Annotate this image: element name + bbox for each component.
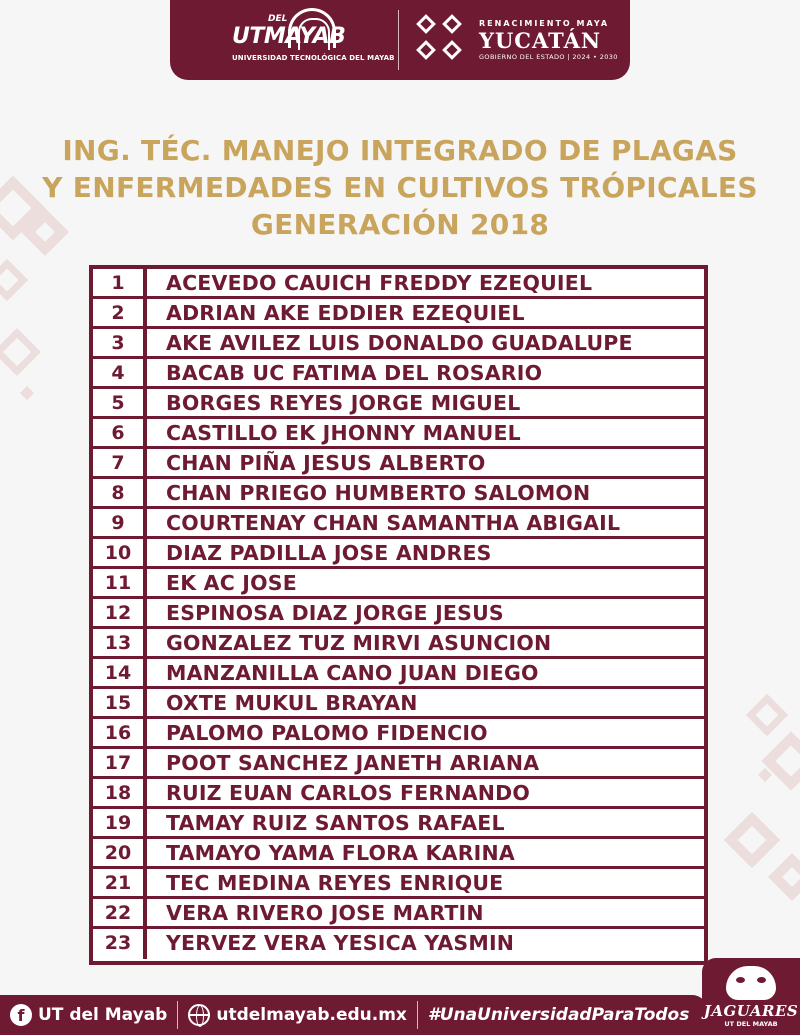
- table-row: [93, 749, 704, 779]
- table-row: [93, 329, 704, 359]
- row-number: 23: [93, 929, 147, 959]
- row-number: 13: [93, 629, 147, 656]
- row-number: 18: [93, 779, 147, 806]
- website-label: utdelmayab.edu.mx: [216, 1005, 407, 1025]
- table-row: [93, 419, 704, 449]
- row-number: 17: [93, 749, 147, 776]
- jaguares-badge: [702, 958, 800, 1035]
- facebook-icon: f: [10, 1004, 32, 1026]
- row-number: 11: [93, 569, 147, 596]
- ut-mayab-logo: [170, 0, 398, 80]
- table-row: [93, 599, 704, 629]
- row-number: 12: [93, 599, 147, 626]
- table-row: [93, 779, 704, 809]
- graduate-name: CHAN PIÑA JESUS ALBERTO: [166, 451, 486, 475]
- graduate-name: ESPINOSA DIAZ JORGE JESUS: [166, 601, 504, 625]
- facebook-link[interactable]: [0, 995, 177, 1035]
- yucatan-emblem-icon: [413, 11, 471, 69]
- table-row: [93, 869, 704, 899]
- graduate-name: MANZANILLA CANO JUAN DIEGO: [166, 661, 539, 685]
- graduate-name: VERA RIVERO JOSE MARTIN: [166, 901, 484, 925]
- table-row: [93, 479, 704, 509]
- header-banner: [170, 0, 630, 80]
- jaguar-head-icon: [726, 966, 776, 1000]
- yucatan-logo-text: [479, 19, 618, 61]
- graduate-name: POOT SANCHEZ JANETH ARIANA: [166, 751, 540, 775]
- facebook-label: UT del Mayab: [38, 1005, 168, 1025]
- row-number: 8: [93, 479, 147, 506]
- row-number: 10: [93, 539, 147, 566]
- graduate-name: GONZALEZ TUZ MIRVI ASUNCION: [166, 631, 552, 655]
- graduate-roster-table: [89, 265, 708, 965]
- hashtag-text: #UnaUniversidadParaTodos: [427, 1005, 690, 1025]
- row-number: 9: [93, 509, 147, 536]
- graduate-name: CASTILLO EK JHONNY MANUEL: [166, 421, 521, 445]
- graduate-name: BACAB UC FATIMA DEL ROSARIO: [166, 361, 543, 385]
- table-row: [93, 899, 704, 929]
- row-number: 20: [93, 839, 147, 866]
- row-number: 2: [93, 299, 147, 326]
- graduate-name: TAMAY RUIZ SANTOS RAFAEL: [166, 811, 505, 835]
- table-row: [93, 389, 704, 419]
- website-link[interactable]: [178, 995, 417, 1035]
- row-number: 3: [93, 329, 147, 356]
- graduate-name: COURTENAY CHAN SAMANTHA ABIGAIL: [166, 511, 621, 535]
- badge-name: JAGUARES: [703, 1002, 799, 1020]
- graduate-name: ADRIAN AKE EDDIER EZEQUIEL: [166, 301, 525, 325]
- table-row: [93, 569, 704, 599]
- title-line-3: GENERACIÓN 2018: [250, 208, 550, 241]
- gov-sub-text: GOBIERNO DEL ESTADO | 2024 • 2030: [479, 53, 618, 61]
- graduate-name: BORGES REYES JORGE MIGUEL: [166, 391, 521, 415]
- table-row: [93, 449, 704, 479]
- graduate-name: PALOMO PALOMO FIDENCIO: [166, 721, 488, 745]
- graduate-name: OXTE MUKUL BRAYAN: [166, 691, 418, 715]
- table-row: [93, 299, 704, 329]
- table-row: [93, 689, 704, 719]
- table-row: [93, 929, 704, 959]
- table-row: [93, 659, 704, 689]
- graduate-name: AKE AVILEZ LUIS DONALDO GUADALUPE: [166, 331, 633, 355]
- table-row: [93, 509, 704, 539]
- table-row: [93, 839, 704, 869]
- badge-sub: UT DEL MAYAB: [724, 1020, 778, 1028]
- table-row: [93, 359, 704, 389]
- table-row: [93, 719, 704, 749]
- page-title: [0, 132, 800, 243]
- table-row: [93, 269, 704, 299]
- graduate-name: RUIZ EUAN CARLOS FERNANDO: [166, 781, 531, 805]
- row-number: 22: [93, 899, 147, 926]
- graduate-name: ACEVEDO CAUICH FREDDY EZEQUIEL: [166, 271, 593, 295]
- graduate-name: YERVEZ VERA YESICA YASMIN: [166, 931, 515, 955]
- table-row: [93, 539, 704, 569]
- footer-bar: [0, 995, 708, 1035]
- row-number: 5: [93, 389, 147, 416]
- title-line-1: ING. TÉC. MANEJO INTEGRADO DE PLAGAS: [62, 134, 738, 167]
- ut-logo-subtitle: UNIVERSIDAD TECNOLÓGICA DEL MAYAB: [232, 54, 395, 62]
- graduate-name: CHAN PRIEGO HUMBERTO SALOMON: [166, 481, 591, 505]
- row-number: 16: [93, 719, 147, 746]
- title-line-2: Y ENFERMEDADES EN CULTIVOS TRÓPICALES: [42, 171, 758, 204]
- ut-logo-del: DEL: [268, 14, 288, 24]
- row-number: 14: [93, 659, 147, 686]
- graduate-name: DIAZ PADILLA JOSE ANDRES: [166, 541, 492, 565]
- row-number: 21: [93, 869, 147, 896]
- graduate-name: TEC MEDINA REYES ENRIQUE: [166, 871, 504, 895]
- row-number: 6: [93, 419, 147, 446]
- graduate-name: EK AC JOSE: [166, 571, 297, 595]
- header-divider: [398, 10, 399, 70]
- row-number: 7: [93, 449, 147, 476]
- row-number: 15: [93, 689, 147, 716]
- gov-main-text: YUCATÁN: [479, 28, 602, 53]
- row-number: 1: [93, 269, 147, 296]
- row-number: 4: [93, 359, 147, 386]
- row-number: 19: [93, 809, 147, 836]
- graduate-name: TAMAYO YAMA FLORA KARINA: [166, 841, 515, 865]
- globe-icon: [188, 1004, 210, 1026]
- ut-logo-word: UTMAYAB: [232, 24, 346, 49]
- gov-top-text: RENACIMIENTO MAYA: [479, 19, 610, 28]
- table-row: [93, 809, 704, 839]
- table-row: [93, 629, 704, 659]
